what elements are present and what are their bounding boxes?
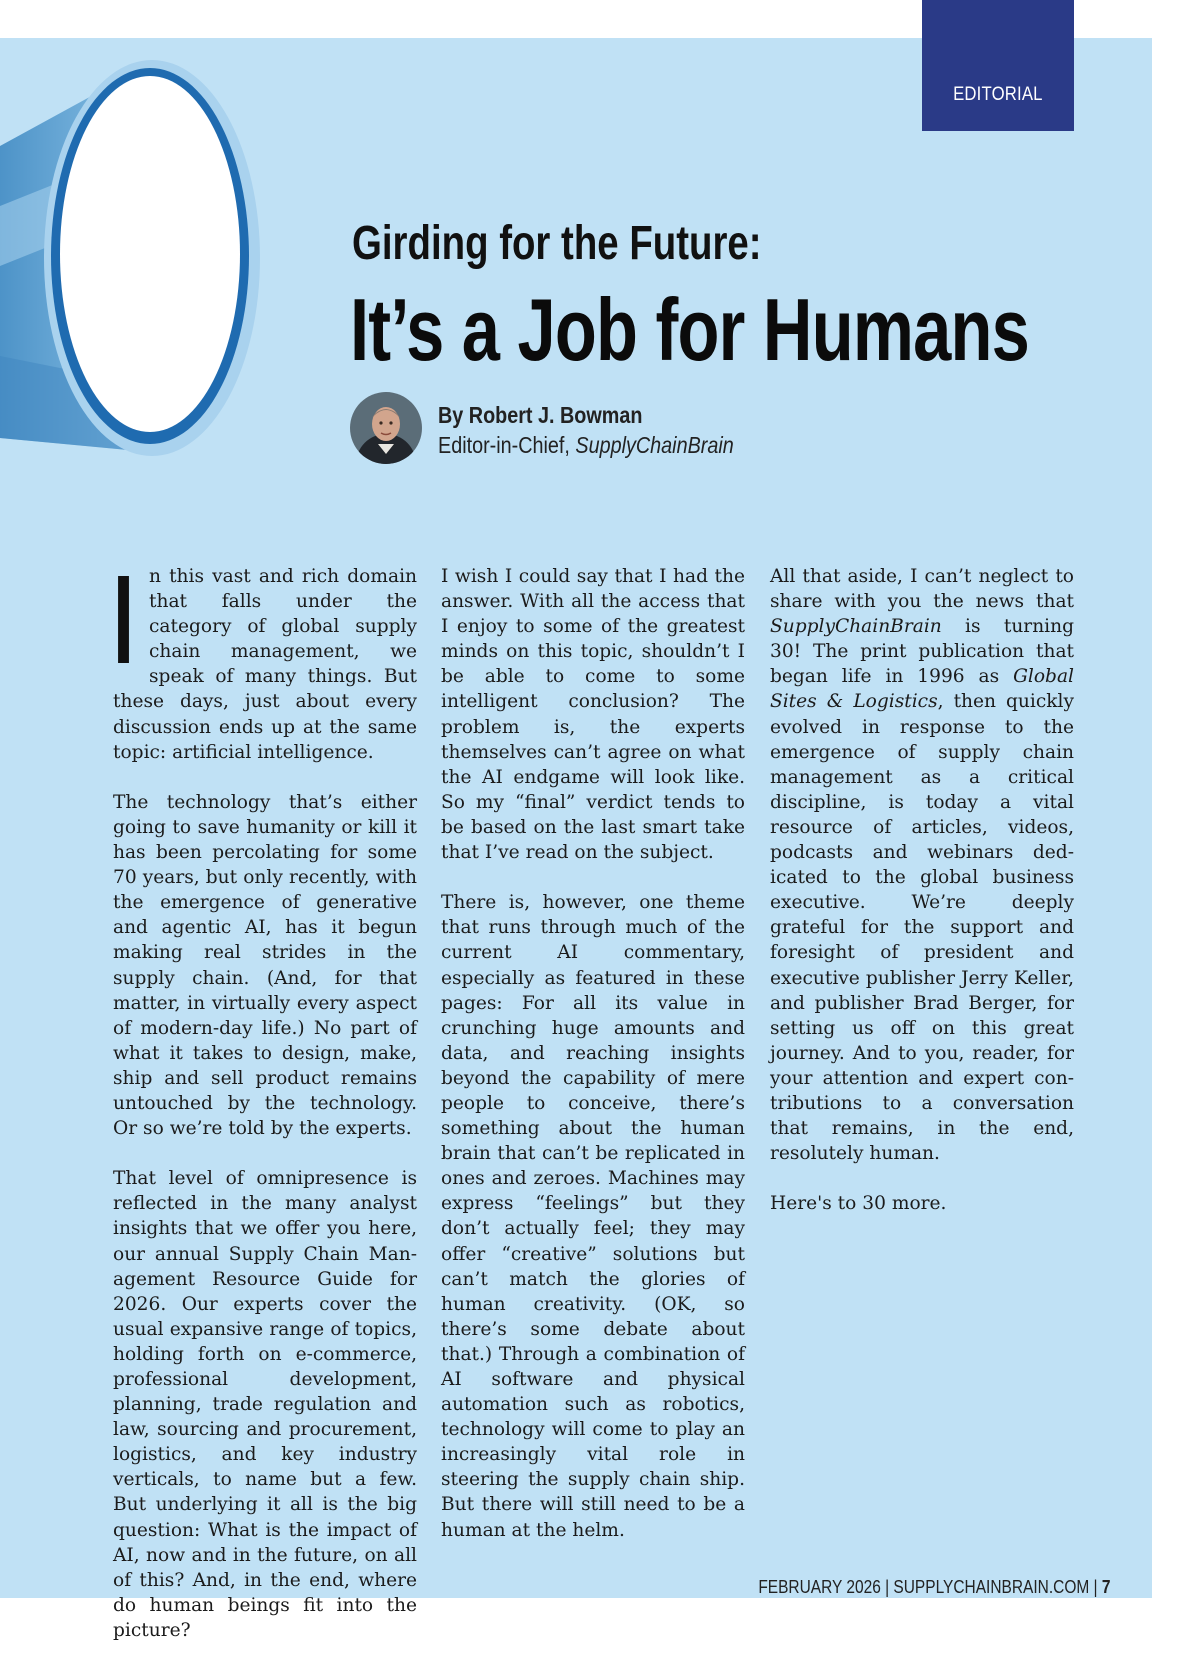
author-role-title: Editor-in-Chief,: [438, 432, 576, 458]
paragraph-7: Here's to 30 more.: [770, 1193, 947, 1215]
p6-former-title: Global Sites & Logistics: [770, 666, 1074, 713]
headline-kicker: Girding for the Future:: [352, 217, 762, 270]
article-column-3: [770, 564, 1074, 1242]
p6-publication: SupplyChainBrain: [770, 616, 942, 638]
p6-part-a: All that aside, I can’t neglect to share with you the news that: [770, 566, 1074, 613]
author-avatar: [350, 392, 422, 464]
paragraph-3: That level of omnipresence is reflected in the many analyst insights that we offer you here, our annual Supply Chain Management Resource Guide for 2026. Our experts cover the usual expansive range of topics, holding forth on e-commerce, professional development, planning, trade regulation and law, sourcing and procurement, logistics, and key industry verticals, to name but a few. But underlying it all is the big question: What is the impact of AI, now and in the future, on all of this? And, in the end, where do human beings fit into the picture?: [113, 1168, 417, 1641]
page-number: 7: [1101, 1577, 1110, 1597]
author-name: By Robert J. Bowman: [438, 402, 643, 428]
page-footer: [758, 1577, 1110, 1598]
paragraph-5: There is, however, one theme that runs through much of the current AI commentary, especially as featured in these pages: For all its value in crunching huge amounts and data, and reaching insights beyond the capability of mere people to conceive, there’s something about the human brain that can’t be replicated in ones and zeroes. Machines may express “feelings” but they don’t actually feel; they may offer “creative” solutions but can’t match the glories of human creativity. (OK, so there’s some debate about that.) Through a combination of AI software and physical automation such as robotics, technology will come to play an increasingly vital role in steering the supply chain ship. But there will still need to be a human at the helm.: [441, 892, 745, 1541]
tube-illustration: [0, 56, 270, 460]
p6-part-e: , then quickly evolved in response to the emergence of supply chain management as a critical discipline, is today a vital resource of articles, videos, podcasts and webinars dedicated to the global business executive. We’re deeply grateful for the support and foresight of president and executive publisher Jerry Keller, and publisher Brad Berger, for setting us off on this great journey. And to you, reader, for your attention and expert contributions to a conversation that remains, in the end, resolutely human.: [770, 691, 1074, 1165]
paragraph-6: [770, 564, 1074, 1166]
author-role: [438, 430, 734, 460]
article-column-1: [113, 549, 417, 1668]
article-column-2: [441, 564, 745, 1568]
section-tab-label: EDITORIAL: [953, 84, 1043, 105]
footer-text: FEBRUARY 2026 | SUPPLYCHAINBRAIN.COM |: [757, 1577, 1102, 1597]
article-headline: It’s a Job for Humans: [350, 280, 1030, 379]
section-tab: [922, 0, 1074, 131]
paragraph-4: I wish I could say that I had the answer. With all the access that I enjoy to some of the greatest minds on this topic, shouldn’t I be able to come to some intelligent conclusion? The problem is, the experts themselves can’t agree on what the AI endgame will look like. So my “final” verdict tends to be based on the last smart take that I’ve read on the subject.: [441, 566, 745, 864]
paragraph-1: [113, 549, 417, 765]
paragraph-2: The technology that’s either going to save humanity or kill it has been percolating for some 70 years, but only recently, with the emergence of generative and agentic AI, has it begun making real strides in the supply chain. (And, for that matter, in virtually every aspect of modern-day life.) No part of what it takes to design, make, ship and sell product remains untouched by the technology. Or so we’re told by the experts.: [113, 791, 417, 1140]
p6-part-c: is turning 30! The print publication that began life in 1996 as: [770, 616, 1074, 688]
author-publication: SupplyChainBrain: [575, 432, 734, 458]
paragraph-1-text: n this vast and rich domain that falls under the category of global supply chain management, we speak of many things. But these days, just about every discussion ends up at the same topic: artificial intelligence.: [113, 566, 417, 763]
byline: [438, 400, 734, 460]
drop-cap: I: [113, 549, 135, 690]
